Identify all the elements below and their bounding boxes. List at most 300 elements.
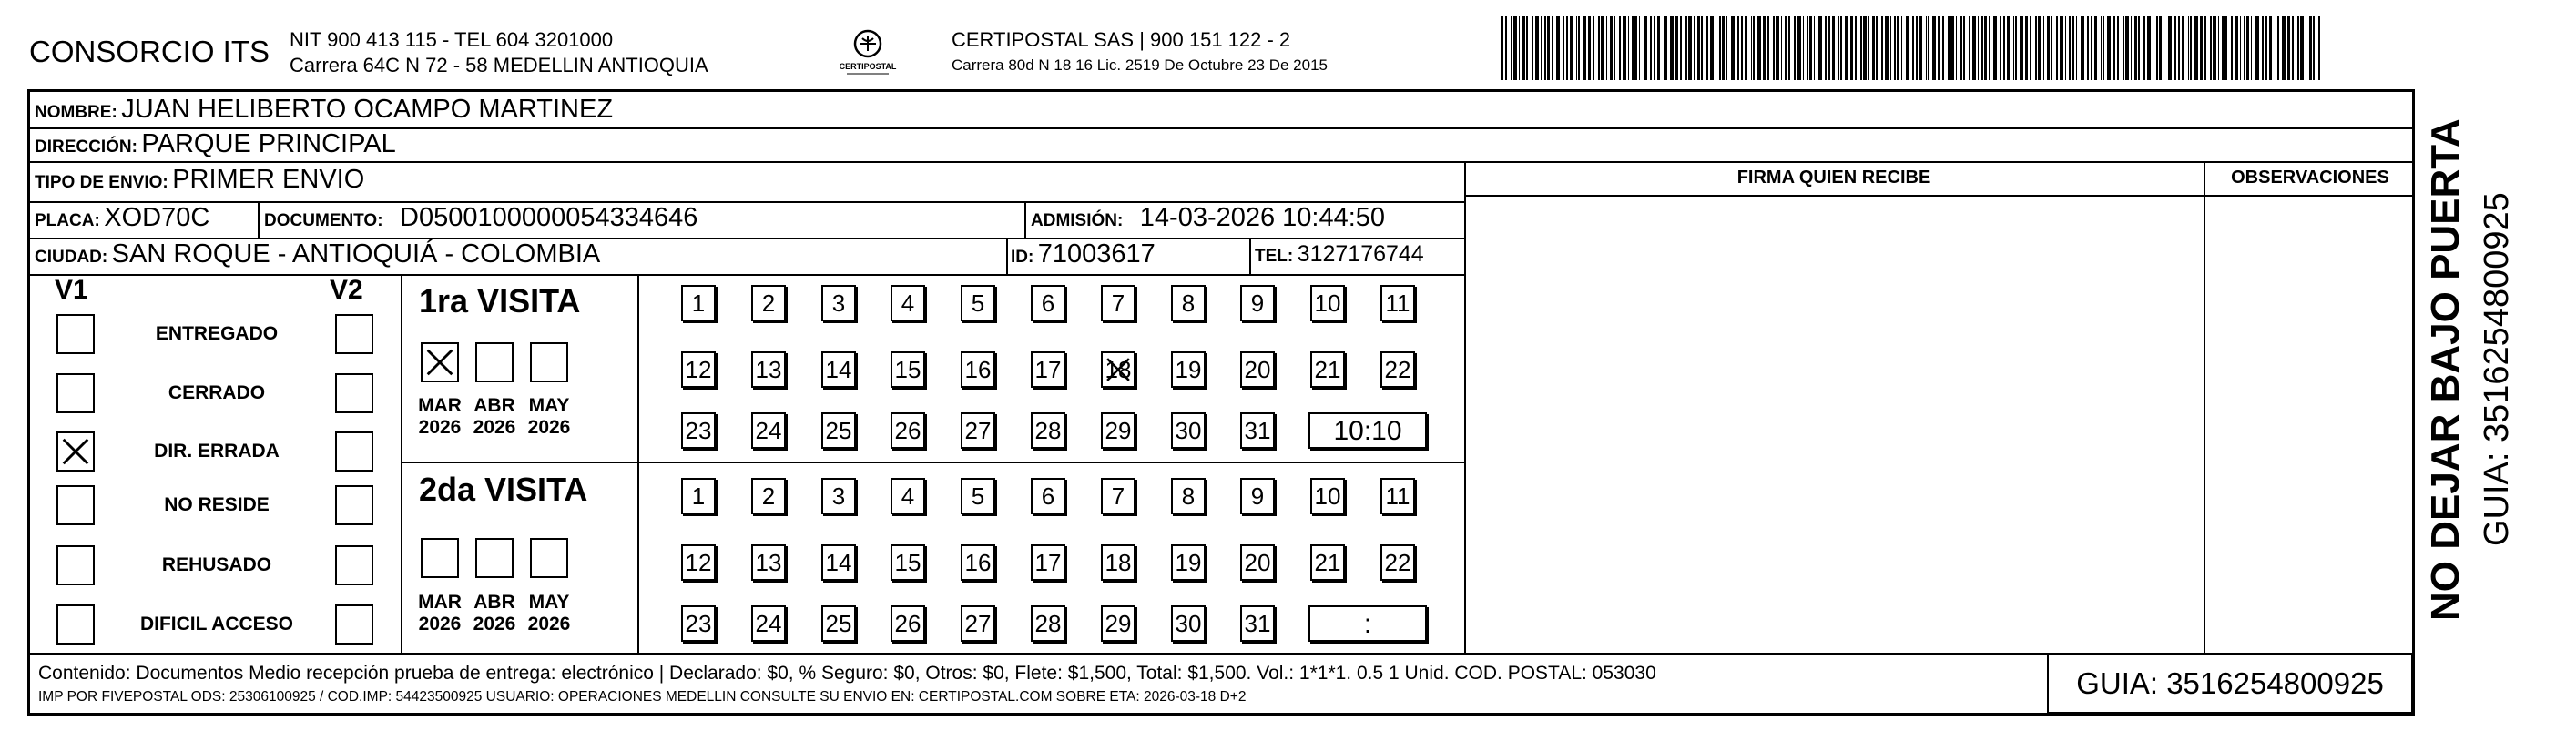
day-checkbox[interactable] — [1171, 285, 1206, 321]
barcode-bar — [1773, 16, 1775, 80]
barcode-bar — [1588, 16, 1591, 80]
direccion-label: DIRECCIÓN: — [35, 137, 137, 157]
barcode-bar — [1890, 16, 1891, 80]
barcode-bar — [1794, 16, 1796, 80]
day-number: 7 — [1111, 482, 1125, 510]
time-field[interactable]: : — [1308, 605, 1427, 642]
barcode-bar — [1963, 16, 1965, 80]
barcode-bar — [1863, 16, 1867, 80]
barcode-bar — [1757, 16, 1761, 80]
barcode-bar — [1741, 16, 1743, 80]
day-checkbox[interactable] — [1310, 478, 1345, 514]
barcode-bar — [2047, 16, 2050, 80]
month-checkbox[interactable] — [530, 538, 568, 578]
month-year: 2026 — [527, 614, 571, 634]
month-name: MAY — [528, 592, 570, 613]
barcode-bar — [1818, 16, 1822, 80]
tipo-label: TIPO DE ENVIO: — [35, 173, 168, 192]
barcode-bar — [1519, 16, 1520, 80]
barcode-bar — [2035, 16, 2037, 80]
divider — [27, 161, 2415, 163]
barcode-bar — [1578, 16, 1580, 80]
day-checkbox[interactable] — [1310, 351, 1345, 388]
barcode-bar — [1644, 16, 1647, 80]
barcode-bar — [2072, 16, 2074, 80]
divider — [27, 274, 1464, 276]
barcode-bar — [1901, 16, 1902, 80]
divider — [1024, 201, 1026, 238]
barcode-bar — [2174, 16, 2176, 80]
v2-checkbox[interactable] — [335, 373, 373, 413]
barcode-bar — [2123, 16, 2124, 80]
barcode-bar — [2282, 16, 2286, 80]
v2-checkbox[interactable] — [335, 431, 373, 472]
day-number: 4 — [901, 482, 915, 510]
barcode-bar — [2194, 16, 2198, 80]
v1-checkbox[interactable] — [56, 604, 95, 645]
day-number: 9 — [1250, 482, 1265, 510]
barcode-bar — [1544, 16, 1546, 80]
day-number: 11 — [1385, 289, 1410, 317]
barcode-bar — [1948, 16, 1950, 80]
day-checkbox[interactable] — [1031, 412, 1065, 449]
day-checkbox[interactable] — [751, 605, 786, 642]
day-number: 21 — [1314, 549, 1341, 576]
month-checkbox[interactable] — [475, 342, 514, 382]
barcode-bar — [2003, 16, 2005, 80]
barcode-bar — [2190, 16, 2192, 80]
nombre-label: NOMBRE: — [35, 103, 117, 122]
barcode-bar — [1665, 16, 1667, 80]
carrier-info — [952, 27, 1328, 78]
day-checkbox[interactable] — [1380, 351, 1415, 388]
barcode-bar — [2204, 16, 2206, 80]
barcode-bar — [1628, 16, 1629, 80]
month-name: MAR — [418, 592, 462, 613]
barcode-bar — [1719, 16, 1721, 80]
day-checkbox[interactable] — [891, 412, 925, 449]
day-checkbox[interactable] — [1101, 412, 1135, 449]
barcode-bar — [1984, 16, 1987, 80]
day-checkbox[interactable] — [681, 544, 716, 581]
tipo-row — [35, 165, 364, 195]
day-number: 23 — [685, 610, 712, 637]
barcode-bar — [1706, 16, 1708, 80]
barcode-bar — [1855, 16, 1857, 80]
day-checkbox[interactable] — [1031, 478, 1065, 514]
day-number: 16 — [964, 549, 992, 576]
day-number: 7 — [1111, 289, 1125, 317]
barcode-bar — [1601, 16, 1604, 80]
status-label: DIFICIL ACCESO — [139, 614, 293, 634]
imp-line: IMP POR FIVEPOSTAL ODS: 25306100925 / COD.IMP: 54423500925 USUARIO: OPERACIONES MEDELLIN CONSULTE SU ENVIO EN: CERTIPOSTAL.COM SOBRE ETA: 2026-03-18 D+2 — [38, 689, 1247, 705]
cross-mark-icon — [58, 433, 93, 470]
first-visit-title: 1ra VISITA — [419, 282, 581, 320]
day-checkbox[interactable] — [891, 351, 925, 388]
placa-row — [35, 203, 209, 233]
day-checkbox[interactable] — [1240, 412, 1275, 449]
day-checkbox[interactable] — [1171, 605, 1206, 642]
v2-header: V2 — [330, 275, 363, 305]
barcode-bar — [2051, 16, 2052, 80]
month-checkbox[interactable] — [421, 538, 459, 578]
observaciones-header: OBSERVACIONES — [2231, 167, 2389, 188]
barcode-bar — [2125, 16, 2129, 80]
day-checkbox[interactable] — [961, 605, 995, 642]
cross-mark-icon — [423, 344, 457, 381]
barcode-bar — [1809, 16, 1812, 80]
status-label: REHUSADO — [161, 554, 272, 575]
day-number: 27 — [964, 417, 992, 444]
id-value: 71003617 — [1037, 239, 1156, 269]
id-label: ID: — [1011, 248, 1034, 267]
time-field[interactable]: 10:10 — [1308, 412, 1427, 449]
day-number: 24 — [755, 417, 782, 444]
barcode-bar — [1694, 16, 1695, 80]
barcode-bar — [2251, 16, 2252, 80]
day-checkbox[interactable] — [821, 478, 856, 514]
nombre-row — [35, 95, 613, 125]
v1-checkbox[interactable] — [56, 485, 95, 525]
barcode-bar — [1583, 16, 1586, 80]
day-number: 26 — [894, 610, 921, 637]
barcode-bar — [1942, 16, 1944, 80]
month-label — [412, 395, 468, 439]
day-checkbox[interactable] — [751, 351, 786, 388]
day-checkbox[interactable] — [1031, 285, 1065, 321]
day-number: 17 — [1034, 356, 1062, 383]
month-name: MAY — [528, 395, 570, 416]
barcode-bar — [1570, 16, 1573, 80]
day-checkbox[interactable] — [961, 412, 995, 449]
day-checkbox[interactable] — [1101, 285, 1135, 321]
day-number: 6 — [1041, 482, 1055, 510]
observations-area[interactable] — [2205, 197, 2413, 652]
barcode-bar — [1532, 16, 1533, 80]
barcode-bar — [2265, 16, 2267, 80]
v2-checkbox[interactable] — [335, 545, 373, 585]
day-number: 14 — [825, 356, 852, 383]
day-checkbox[interactable] — [821, 605, 856, 642]
month-year: 2026 — [418, 614, 462, 634]
barcode-bar — [1685, 16, 1687, 80]
barcode-bar — [1610, 16, 1613, 80]
barcode-bar — [2069, 16, 2071, 80]
day-number: 22 — [1384, 549, 1411, 576]
day-checkbox[interactable] — [1171, 351, 1206, 388]
day-number: 17 — [1034, 549, 1062, 576]
day-checkbox[interactable] — [751, 478, 786, 514]
barcode-bar — [1981, 16, 1983, 80]
v1-checkbox[interactable] — [56, 314, 95, 354]
day-checkbox[interactable] — [681, 285, 716, 321]
month-year: 2026 — [527, 417, 571, 438]
day-number: 18 — [1105, 356, 1132, 383]
day-number: 2 — [761, 482, 776, 510]
barcode-bar — [2318, 16, 2320, 80]
barcode-bar — [2076, 16, 2077, 80]
day-number: 6 — [1041, 289, 1055, 317]
side-guia: GUIA: 3516254800925 — [2478, 192, 2516, 546]
barcode-bar — [2277, 16, 2279, 80]
day-number: 9 — [1250, 289, 1265, 317]
barcode-bar — [2025, 16, 2028, 80]
second-visit-title: 2da VISITA — [419, 471, 588, 508]
barcode-bar — [1650, 16, 1652, 80]
day-checkbox[interactable] — [681, 412, 716, 449]
day-checkbox[interactable] — [1310, 285, 1345, 321]
day-checkbox[interactable] — [1380, 285, 1415, 321]
barcode-bar — [1850, 16, 1853, 80]
admision-value: 14-03-2026 10:44:50 — [1139, 203, 1386, 232]
day-checkbox[interactable] — [1380, 478, 1415, 514]
barcode-bar — [1872, 16, 1875, 80]
day-number: 20 — [1244, 549, 1271, 576]
month-label — [412, 592, 468, 635]
documento-row — [264, 203, 697, 233]
admision-label: ADMISIÓN: — [1031, 211, 1124, 230]
status-label: ENTREGADO — [155, 323, 279, 344]
day-checkbox[interactable] — [751, 285, 786, 321]
day-number: 25 — [825, 417, 852, 444]
placa-label: PLACA: — [35, 211, 100, 230]
day-number: 1 — [691, 482, 706, 510]
day-number: 1 — [691, 289, 706, 317]
day-number: 28 — [1034, 610, 1062, 637]
day-number: 3 — [831, 482, 846, 510]
documento-label: DOCUMENTO: — [264, 211, 383, 230]
day-checkbox[interactable] — [1240, 544, 1275, 581]
day-checkbox[interactable] — [1101, 605, 1135, 642]
direccion-value: PARQUE PRINCIPAL — [141, 129, 396, 158]
day-checkbox[interactable] — [751, 412, 786, 449]
barcode-bar — [2101, 16, 2102, 80]
barcode-bar — [1868, 16, 1869, 80]
day-checkbox[interactable] — [961, 478, 995, 514]
barcode-bar — [1664, 16, 1665, 80]
barcode-bar — [1675, 16, 1678, 80]
day-checkbox[interactable] — [1240, 285, 1275, 321]
day-number: 30 — [1175, 610, 1202, 637]
day-number: 12 — [685, 549, 712, 576]
barcode-bar — [2262, 16, 2264, 80]
barcode-bar — [2188, 16, 2189, 80]
barcode-bar — [1763, 16, 1766, 80]
barcode-bar — [2244, 16, 2245, 80]
day-checkbox[interactable] — [1101, 544, 1135, 581]
admision-row — [1031, 203, 1385, 233]
month-name: MAR — [418, 395, 462, 416]
day-checkbox[interactable] — [1031, 605, 1065, 642]
company-info — [290, 27, 708, 78]
day-checkbox[interactable] — [1031, 544, 1065, 581]
ciudad-row — [35, 239, 600, 269]
barcode-bar — [2030, 16, 2031, 80]
tipo-value: PRIMER ENVIO — [172, 165, 365, 194]
barcode-bar — [1876, 16, 1878, 80]
day-checkbox[interactable] — [891, 285, 925, 321]
day-number: 30 — [1175, 417, 1202, 444]
barcode-bar — [1960, 16, 1962, 80]
barcode-bar — [1513, 16, 1517, 80]
barcode-bar — [2107, 16, 2111, 80]
barcode-bar — [1657, 16, 1660, 80]
barcode-bar — [2225, 16, 2227, 80]
barcode-bar — [2269, 16, 2272, 80]
barcode-bar — [2020, 16, 2023, 80]
day-checkbox[interactable] — [961, 285, 995, 321]
barcode-bar — [1614, 16, 1615, 80]
day-checkbox[interactable] — [961, 544, 995, 581]
tel-label: TEL: — [1255, 247, 1294, 266]
day-number: 20 — [1244, 356, 1271, 383]
carrier-line: CERTIPOSTAL SAS | 900 151 122 - 2 — [952, 28, 1291, 51]
divider — [1249, 238, 1251, 274]
day-checkbox[interactable] — [751, 544, 786, 581]
barcode-bar — [1814, 16, 1815, 80]
carrier-address: Carrera 80d N 18 16 Lic. 2519 De Octubre 23 De 2015 — [952, 56, 1328, 74]
v2-checkbox[interactable] — [335, 314, 373, 354]
day-checkbox[interactable] — [1240, 478, 1275, 514]
barcode-bar — [1919, 16, 1922, 80]
barcode-bar — [1501, 16, 1503, 80]
month-checkbox[interactable] — [475, 538, 514, 578]
barcode-bar — [2292, 16, 2294, 80]
day-checkbox[interactable] — [1171, 412, 1206, 449]
barcode-bar — [2235, 16, 2238, 80]
day-checkbox[interactable] — [1240, 605, 1275, 642]
day-checkbox[interactable] — [891, 544, 925, 581]
barcode-bar — [1639, 16, 1640, 80]
day-checkbox[interactable] — [1380, 544, 1415, 581]
barcode-bar — [1950, 16, 1954, 80]
day-checkbox[interactable] — [1101, 478, 1135, 514]
firma-header: FIRMA QUIEN RECIBE — [1736, 167, 1931, 188]
day-checkbox[interactable] — [1171, 478, 1206, 514]
barcode-bar — [1803, 16, 1804, 80]
month-checkbox[interactable] — [421, 342, 459, 382]
day-checkbox[interactable] — [1101, 351, 1135, 388]
day-number: 8 — [1181, 482, 1196, 510]
v1-checkbox[interactable] — [56, 373, 95, 413]
day-number: 29 — [1105, 610, 1132, 637]
barcode-bar — [1885, 16, 1889, 80]
v2-checkbox[interactable] — [335, 604, 373, 645]
day-number: 19 — [1175, 549, 1202, 576]
day-number: 21 — [1314, 356, 1341, 383]
barcode-bar — [2113, 16, 2115, 80]
signature-area[interactable] — [1464, 205, 2204, 651]
barcode-bar — [1670, 16, 1674, 80]
barcode-bar — [1634, 16, 1637, 80]
barcode-bar — [1606, 16, 1607, 80]
barcode-bar — [1697, 16, 1700, 80]
certipostal-logo — [836, 25, 900, 80]
day-checkbox[interactable] — [821, 351, 856, 388]
barcode-bar — [2178, 16, 2180, 80]
barcode-bar — [1894, 16, 1896, 80]
barcode-bar — [2000, 16, 2001, 80]
day-number: 14 — [825, 549, 852, 576]
barcode-bar — [2168, 16, 2172, 80]
v2-checkbox[interactable] — [335, 485, 373, 525]
status-label: DIR. ERRADA — [154, 441, 280, 462]
day-number: 5 — [971, 289, 985, 317]
day-number: 4 — [901, 289, 915, 317]
day-checkbox[interactable] — [1310, 544, 1345, 581]
month-name: ABR — [473, 395, 515, 416]
day-checkbox[interactable] — [891, 605, 925, 642]
day-number: 25 — [825, 610, 852, 637]
barcode-bar — [2222, 16, 2225, 80]
day-checkbox[interactable] — [821, 412, 856, 449]
day-number: 15 — [894, 549, 921, 576]
day-checkbox[interactable] — [821, 285, 856, 321]
day-checkbox[interactable] — [1240, 351, 1275, 388]
barcode-bar — [2210, 16, 2212, 80]
barcode-bar — [1928, 16, 1929, 80]
day-checkbox[interactable] — [891, 478, 925, 514]
barcode-bar — [1828, 16, 1830, 80]
barcode-bar — [2313, 16, 2315, 80]
barcode-bar — [1654, 16, 1655, 80]
id-row — [1011, 239, 1156, 269]
barcode-bar — [1897, 16, 1899, 80]
barcode-bar — [1623, 16, 1626, 80]
barcode-bar — [1781, 16, 1782, 80]
barcode-bar — [1563, 16, 1564, 80]
day-number: 10 — [1314, 482, 1341, 510]
month-checkbox[interactable] — [530, 342, 568, 382]
divider — [401, 274, 402, 653]
day-number: 18 — [1105, 549, 1132, 576]
ciudad-value: SAN ROQUE - ANTIOQUIÁ - COLOMBIA — [111, 239, 601, 269]
guia-box: GUIA: 3516254800925 — [2047, 654, 2413, 714]
status-label: NO RESIDE — [164, 494, 270, 515]
day-checkbox[interactable] — [821, 544, 856, 581]
day-number: 29 — [1105, 417, 1132, 444]
barcode-bar — [1807, 16, 1808, 80]
day-checkbox[interactable] — [1171, 544, 1206, 581]
barcode-bar — [1860, 16, 1862, 80]
barcode-bar — [1788, 16, 1790, 80]
barcode-bar — [1556, 16, 1560, 80]
day-checkbox[interactable] — [1031, 351, 1065, 388]
nombre-value: JUAN HELIBERTO OCAMPO MARTINEZ — [121, 95, 614, 124]
barcode-bar — [1938, 16, 1940, 80]
day-checkbox[interactable] — [681, 478, 716, 514]
day-number: 31 — [1244, 417, 1271, 444]
day-checkbox[interactable] — [961, 351, 995, 388]
barcode-bar — [1535, 16, 1539, 80]
day-number: 16 — [964, 356, 992, 383]
month-year: 2026 — [473, 614, 516, 634]
v1-checkbox[interactable] — [56, 431, 95, 472]
barcode-bar — [2117, 16, 2119, 80]
day-number: 2 — [761, 289, 776, 317]
day-number: 19 — [1175, 356, 1202, 383]
day-checkbox[interactable] — [681, 605, 716, 642]
day-number: 11 — [1385, 482, 1410, 510]
day-number: 5 — [971, 482, 985, 510]
barcode-bar — [1701, 16, 1703, 80]
barcode-bar — [2087, 16, 2089, 80]
v1-checkbox[interactable] — [56, 545, 95, 585]
day-checkbox[interactable] — [681, 351, 716, 388]
month-label — [521, 395, 577, 439]
barcode-bar — [1978, 16, 1979, 80]
divider — [258, 201, 260, 238]
